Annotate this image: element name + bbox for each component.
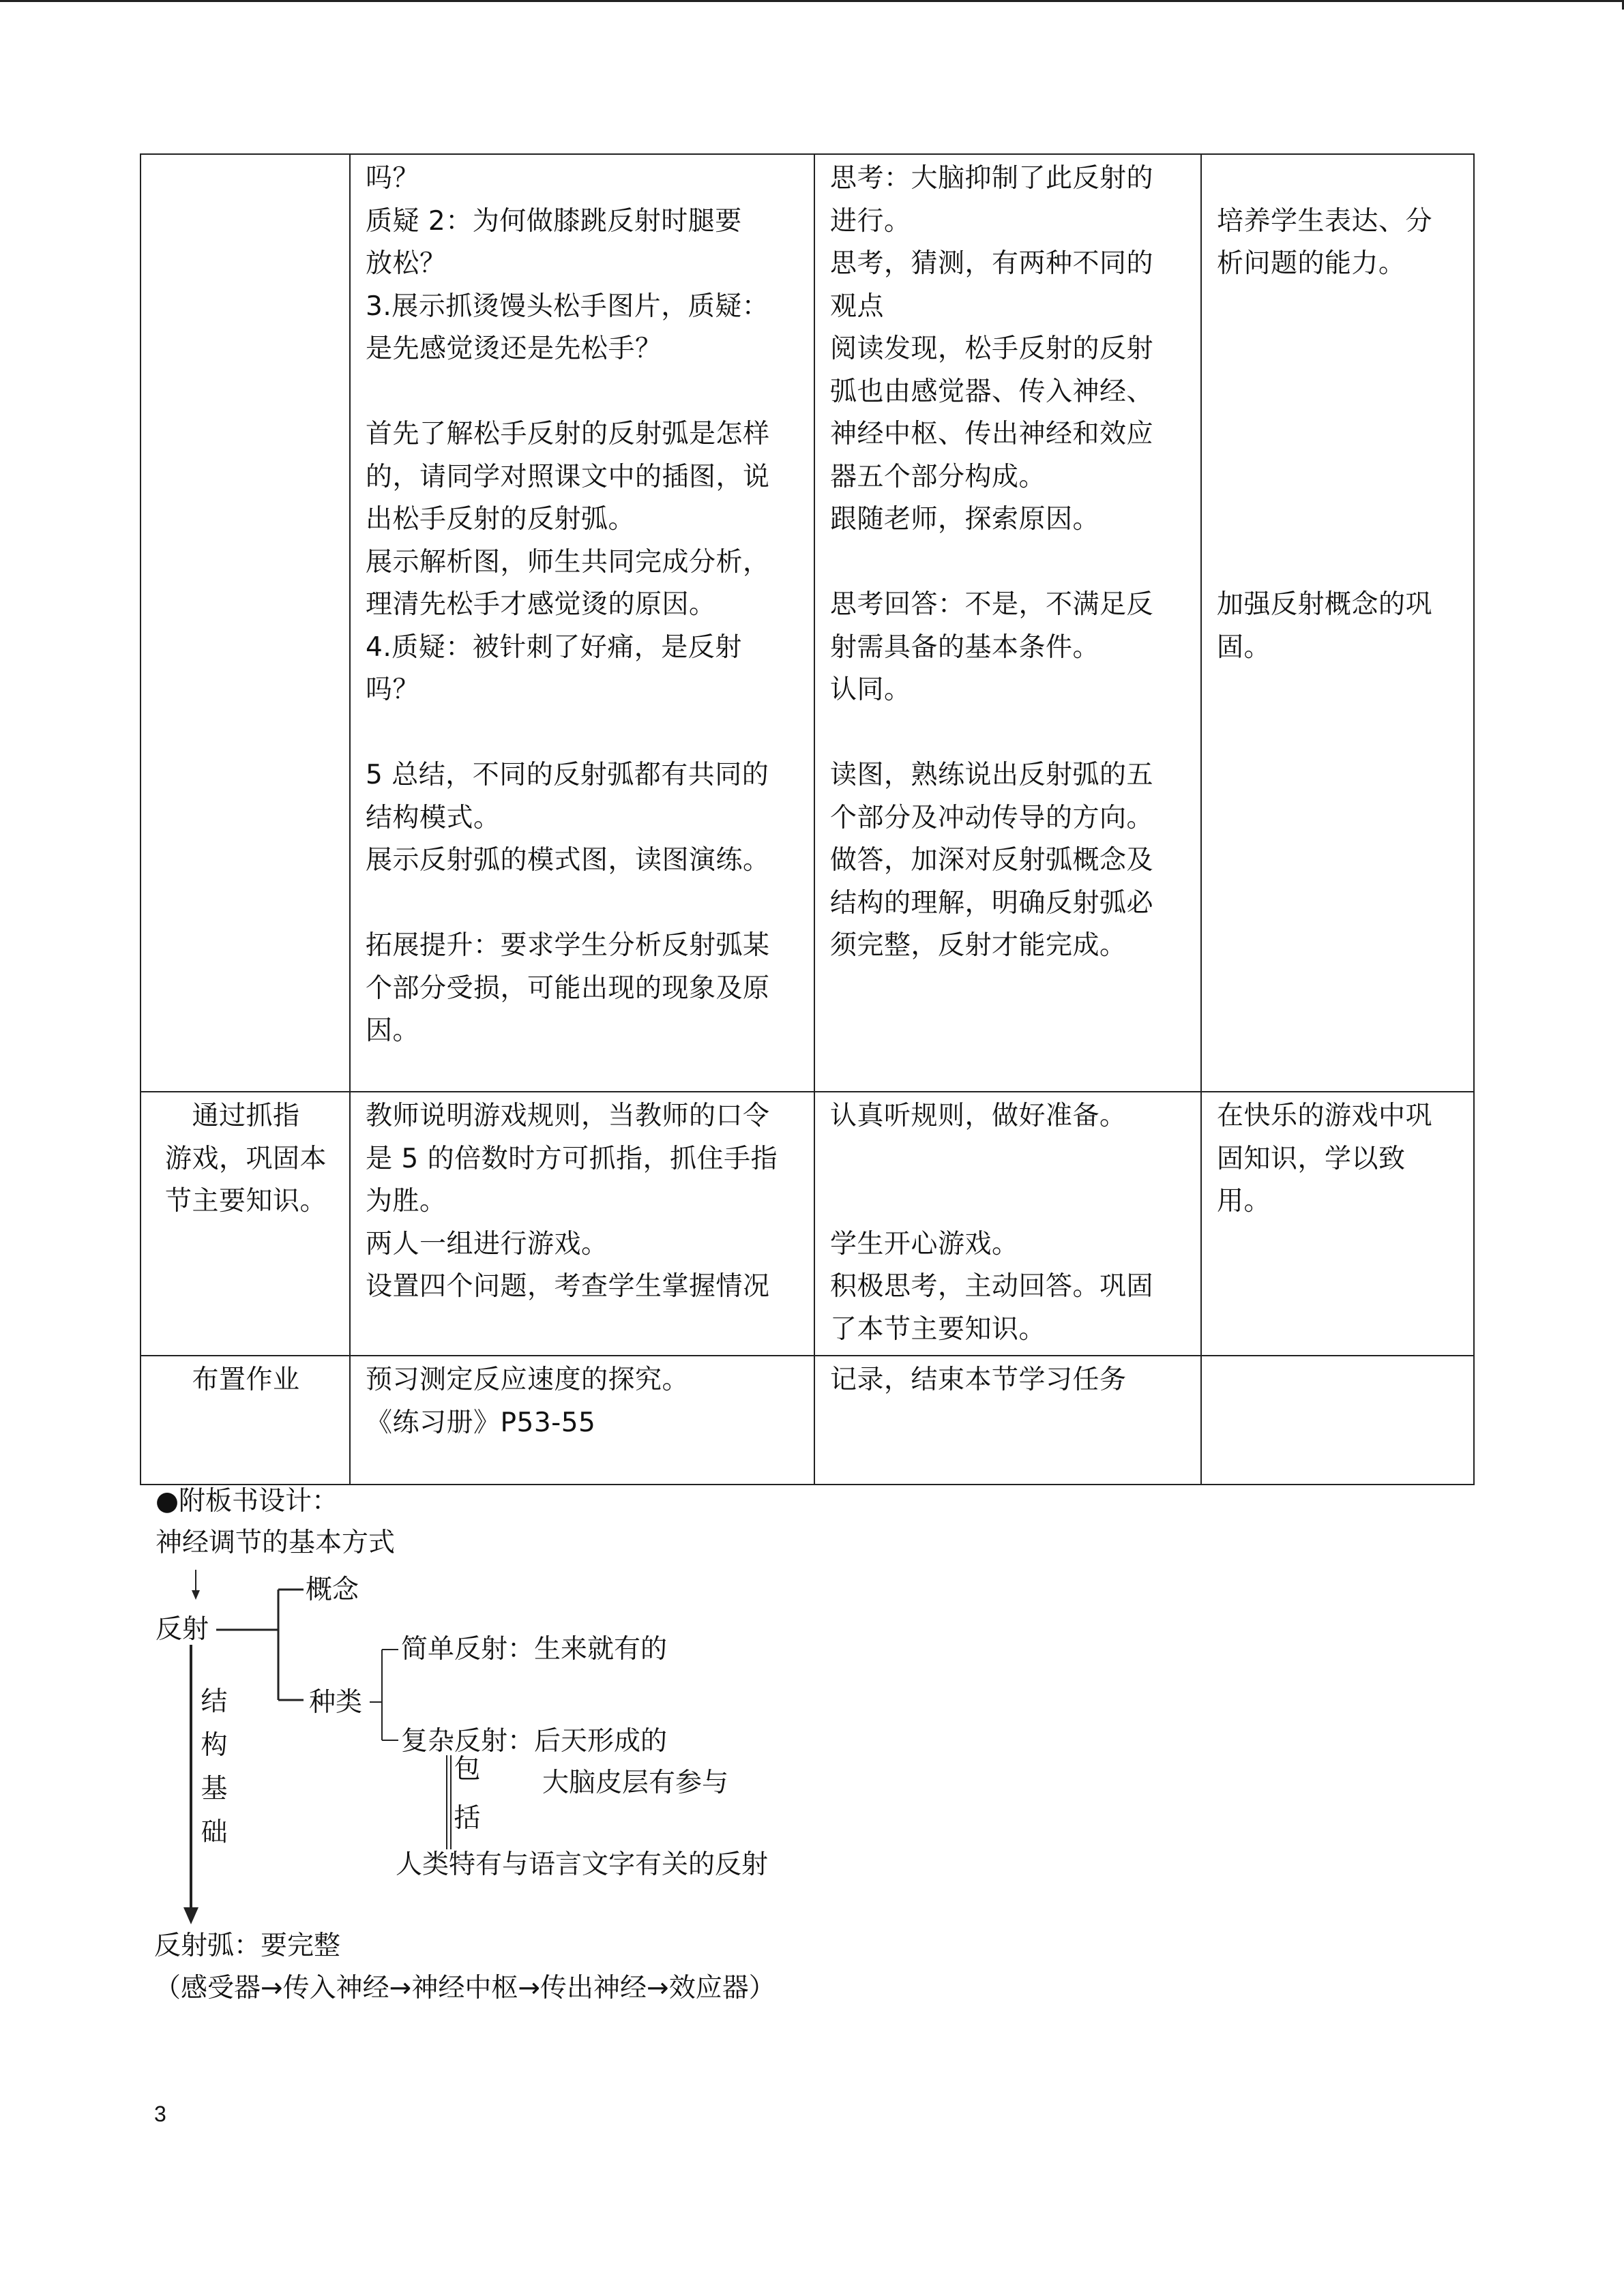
board-types: 种类 <box>309 1687 363 1718</box>
cell-text-line: 设置四个问题，考查学生掌握情况 <box>366 1271 770 1302</box>
cell-text-line: 结构的理解，明确反射弧必 <box>830 887 1154 919</box>
cell-text-line: 的，请同学对照课文中的插图，说 <box>366 461 770 492</box>
board-topic: 神经调节的基本方式 <box>156 1527 396 1558</box>
board-structure-char: 构 <box>201 1730 228 1761</box>
cell-text-line: 积极思考，主动回答。巩固 <box>830 1271 1154 1302</box>
cell-text-line: 游戏，巩固本 <box>164 1143 327 1174</box>
cell-text-line: 弧也由感觉器、传入神经、 <box>830 376 1154 407</box>
cell-text-line: 质疑 2：为何做膝跳反射时腿要 <box>366 205 742 237</box>
cell-text-line: 固知识，学以致 <box>1217 1143 1406 1174</box>
cell-text-line: 了本节主要知识。 <box>830 1313 1046 1345</box>
board-cortex: 大脑皮层有参与 <box>542 1768 729 1798</box>
board-arc-parts: （感受器→传入神经→神经中枢→传出神经→效应器） <box>154 1973 776 2003</box>
board-reflex-arc: 反射弧：要完整 <box>154 1930 341 1961</box>
cell-text-line: 认同。 <box>830 674 911 705</box>
cell-text-line: 进行。 <box>830 205 911 237</box>
cell-text-line: 析问题的能力。 <box>1217 248 1406 279</box>
cell-text-line: 学生开心游戏。 <box>830 1228 1019 1259</box>
cell-text-line: 节主要知识。 <box>164 1186 327 1217</box>
cell-text-line: 3.展示抓烫馒头松手图片，质疑： <box>366 290 769 322</box>
cell-text-line: 结构模式。 <box>366 802 501 833</box>
cell-text-line: 出松手反射的反射弧。 <box>366 504 636 535</box>
board-structure-char: 础 <box>201 1817 228 1848</box>
board-concept: 概念 <box>306 1575 359 1605</box>
board-complex-reflex: 复杂反射：后天形成的 <box>401 1726 668 1757</box>
cell-text-line: 通过抓指 <box>192 1101 300 1131</box>
cell-text-line: 教师说明游戏规则，当教师的口令 <box>366 1101 770 1131</box>
cell-text-line: 布置作业 <box>192 1365 300 1395</box>
cell-text-line: 加强反射概念的巩 <box>1217 589 1433 620</box>
cell-text-line: 因。 <box>366 1015 420 1046</box>
cell-text-line: 认真听规则，做好准备。 <box>830 1101 1127 1131</box>
cell-text-line: 5 总结，不同的反射弧都有共同的 <box>366 760 769 790</box>
cell-text-line: 须完整，反射才能完成。 <box>830 930 1127 961</box>
cell-text-line: 培养学生表达、分 <box>1217 205 1433 237</box>
board-reflex: 反射 <box>156 1614 209 1645</box>
cell-text-line: 拓展提升：要求学生分析反射弧某 <box>366 930 770 961</box>
cell-text-line: 射需具备的基本条件。 <box>830 631 1100 663</box>
cell-text-line: 4.质疑：被针刺了好痛，是反射 <box>366 631 742 663</box>
board-arrow-head <box>192 1590 200 1600</box>
board-human-reflex: 人类特有与语言文字有关的反射 <box>396 1849 769 1880</box>
cell-text-line: 个部分及冲动传导的方向。 <box>830 802 1154 833</box>
cell-text-line: 神经中枢、传出神经和效应 <box>830 419 1154 449</box>
board-structure-arrow-head <box>183 1907 198 1924</box>
page-number: 3 <box>154 2102 166 2126</box>
cell-text-line: 在快乐的游戏中巩 <box>1217 1101 1433 1131</box>
board-include-char: 包 <box>454 1754 481 1785</box>
cell-text-line: 理清先松手才感觉烫的原因。 <box>366 589 716 620</box>
cell-text-line: 阅读发现，松手反射的反射 <box>830 333 1154 364</box>
cell-text-line: 展示反射弧的模式图，读图演练。 <box>366 845 770 876</box>
cell-text-line: 记录，结束本节学习任务 <box>830 1365 1127 1395</box>
cell-text-line: 两人一组进行游戏。 <box>366 1228 608 1259</box>
cell-text-line: 思考，猜测，有两种不同的 <box>830 248 1154 279</box>
cell-text-line: 做答，加深对反射弧概念及 <box>830 845 1154 876</box>
cell-text-line: 首先了解松手反射的反射弧是怎样 <box>366 419 770 449</box>
cell-text-line: 是先感觉烫还是先松手？ <box>366 333 662 364</box>
cell-text-line: 放松？ <box>366 248 447 279</box>
cell-text-line: 读图，熟练说出反射弧的五 <box>830 760 1154 790</box>
cell-text-line: 观点 <box>830 290 885 322</box>
cell-text-line: 为胜。 <box>366 1186 447 1217</box>
board-structure-char: 基 <box>201 1774 228 1804</box>
cell-text-line: 用。 <box>1217 1186 1271 1217</box>
cell-text-line: 展示解析图，师生共同完成分析， <box>366 546 770 578</box>
board-structure-char: 结 <box>201 1686 228 1717</box>
cell-text-line: 《练习册》P53-55 <box>366 1407 596 1438</box>
cell-text-line: 器五个部分构成。 <box>830 461 1046 492</box>
cell-text-line: 思考回答：不是，不满足反 <box>830 589 1154 620</box>
cell-text-line: 思考：大脑抑制了此反射的 <box>830 163 1154 194</box>
cell-text-line: 预习测定反应速度的探究。 <box>366 1365 690 1395</box>
cell-text-line: 是 5 的倍数时方可抓指，抓住手指 <box>366 1143 778 1174</box>
cell-text-line: 固。 <box>1217 631 1271 663</box>
cell-text-line: 吗？ <box>366 163 420 194</box>
cell-text-line: 吗？ <box>366 674 420 705</box>
board-heading: ●附板书设计： <box>156 1486 339 1517</box>
board-simple-reflex: 简单反射：生来就有的 <box>401 1634 668 1665</box>
board-include-char: 括 <box>454 1803 481 1834</box>
cell-text-line: 跟随老师，探索原因。 <box>830 504 1100 535</box>
cell-text-line: 个部分受损，可能出现的现象及原 <box>366 972 770 1004</box>
